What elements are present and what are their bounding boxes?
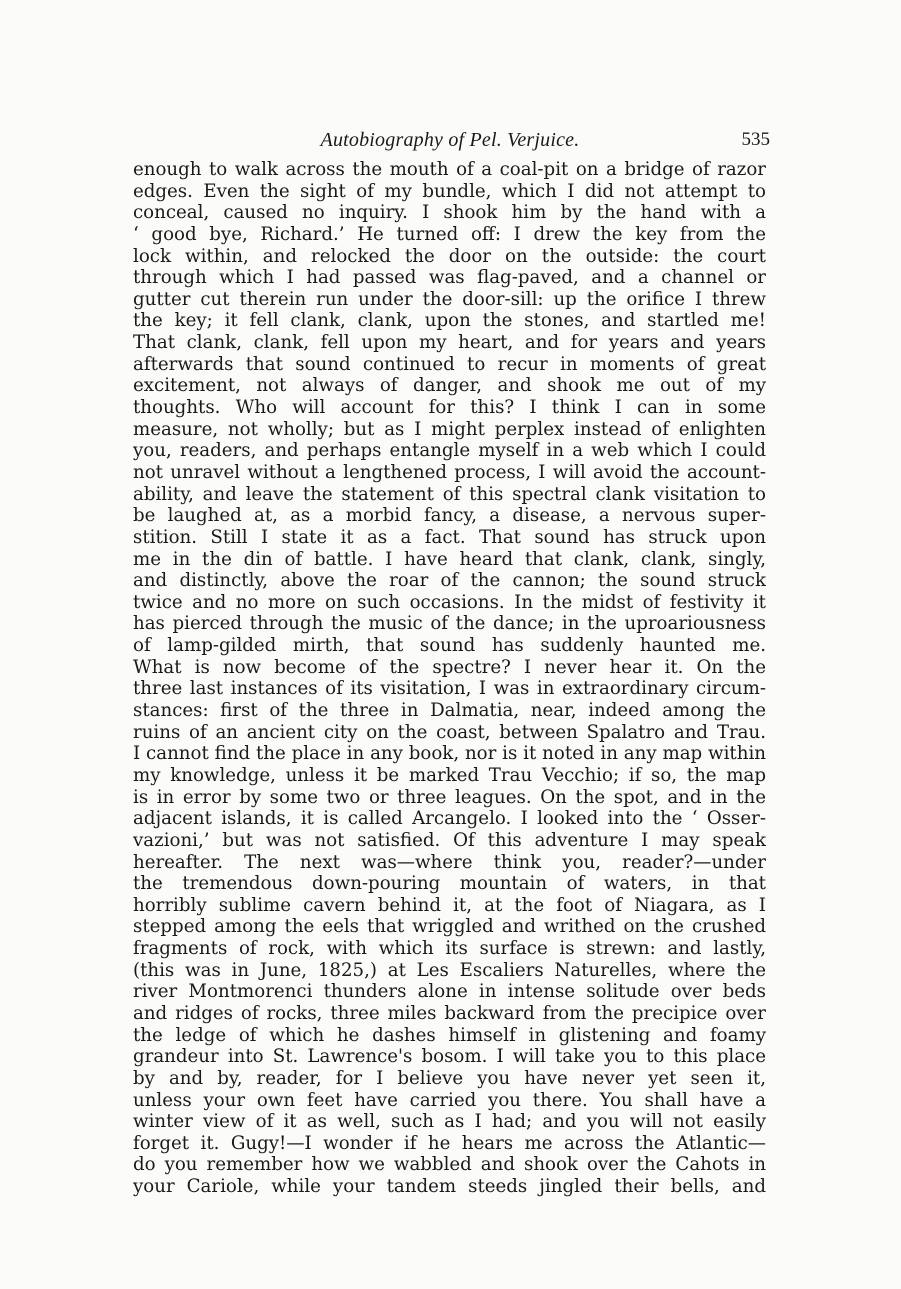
text-line: gutter cut therein run under the door-sill: up the orifice I threw [133, 288, 766, 310]
text-line: my knowledge, unless it be marked Trau Vecchio; if so, the map [133, 764, 766, 786]
text-line: be laughed at, as a morbid fancy, a disease, a nervous super- [133, 505, 766, 527]
text-line: the ledge of which he dashes himself in glistening and foamy [133, 1024, 766, 1046]
text-line: conceal, caused no inquiry. I shook him by the hand with a [133, 202, 766, 224]
text-line: edges. Even the sight of my bundle, which I did not attempt to [133, 180, 766, 202]
text-line: winter view of it as well, such as I had; and you will not easily [133, 1111, 766, 1133]
text-line: do you remember how we wabbled and shook over the Cahots in [133, 1154, 766, 1176]
text-line: horribly sublime cavern behind it, at the foot of Niagara, as I [133, 894, 766, 916]
text-line: fragments of rock, with which its surface is strewn: and lastly, [133, 938, 766, 960]
text-line: What is now become of the spectre? I never hear it. On the [133, 656, 766, 678]
text-line: afterwards that sound continued to recur in moments of great [133, 353, 766, 375]
text-line: That clank, clank, fell upon my heart, and for years and years [133, 332, 766, 354]
text-line: the tremendous down-pouring mountain of waters, in that [133, 873, 766, 895]
running-title: Autobiography of Pel. Verjuice. [320, 129, 580, 151]
text-line: stition. Still I state it as a fact. That sound has struck upon [133, 526, 766, 548]
text-line: through which I had passed was flag-paved, and a channel or [133, 267, 766, 289]
text-line: twice and no more on such occasions. In the midst of festivity it [133, 591, 766, 613]
text-line: the key; it fell clank, clank, upon the stones, and startled me! [133, 310, 766, 332]
text-line: forget it. Gugy!—I wonder if he hears me across the Atlantic— [133, 1132, 766, 1154]
text-line: stances: first of the three in Dalmatia, near, indeed among the [133, 700, 766, 722]
text-line: stepped among the eels that wriggled and writhed on the crushed [133, 916, 766, 938]
text-line: and distinctly, above the roar of the cannon; the sound struck [133, 570, 766, 592]
page-number: 535 [741, 129, 770, 150]
text-line: me in the din of battle. I have heard that clank, clank, singly, [133, 548, 766, 570]
text-line: is in error by some two or three leagues. On the spot, and in the [133, 786, 766, 808]
text-line: excitement, not always of danger, and shook me out of my [133, 375, 766, 397]
text-line: ability, and leave the statement of this spectral clank visitation to [133, 483, 766, 505]
text-line: I cannot find the place in any book, nor is it noted in any map within [133, 743, 766, 765]
text-line: hereafter. The next was—where think you, reader?—under [133, 851, 766, 873]
text-line: river Montmorenci thunders alone in intense solitude over beds [133, 981, 766, 1003]
text-line: lock within, and relocked the door on the outside: the court [133, 245, 766, 267]
text-line: vazioni,’ but was not satisfied. Of this adventure I may speak [133, 829, 766, 851]
text-line: has pierced through the music of the dance; in the uproariousness [133, 613, 766, 635]
text-line: measure, not wholly; but as I might perplex instead of enlighten [133, 418, 766, 440]
text-line: not unravel without a lengthened process, I will avoid the account- [133, 461, 766, 483]
text-line: grandeur into St. Lawrence's bosom. I will take you to this place [133, 1046, 766, 1068]
text-line: enough to walk across the mouth of a coal-pit on a bridge of razor [133, 159, 766, 180]
text-line: adjacent islands, it is called Arcangelo. I looked into the ‘ Osser- [133, 808, 766, 830]
body-text [133, 159, 766, 1198]
text-line: ruins of an ancient city on the coast, between Spalatro and Trau. [133, 721, 766, 743]
text-line: by and by, reader, for I believe you have never yet seen it, [133, 1067, 766, 1089]
text-line: three last instances of its visitation, I was in extraordinary circum- [133, 678, 766, 700]
text-line: (this was in June, 1825,) at Les Escaliers Naturelles, where the [133, 959, 766, 981]
text-line: unless your own feet have carried you there. You shall have a [133, 1089, 766, 1111]
text-line: and ridges of rocks, three miles backward from the precipice over [133, 1002, 766, 1024]
text-line: your Cariole, while your tandem steeds jingled their bells, and [133, 1176, 766, 1198]
running-head [132, 128, 768, 152]
text-line: thoughts. Who will account for this? I think I can in some [133, 397, 766, 419]
text-line: of lamp-gilded mirth, that sound has suddenly haunted me. [133, 635, 766, 657]
text-line: ‘ good bye, Richard.’ He turned off: I drew the key from the [133, 223, 766, 245]
text-line: you, readers, and perhaps entangle myself in a web which I could [133, 440, 766, 462]
